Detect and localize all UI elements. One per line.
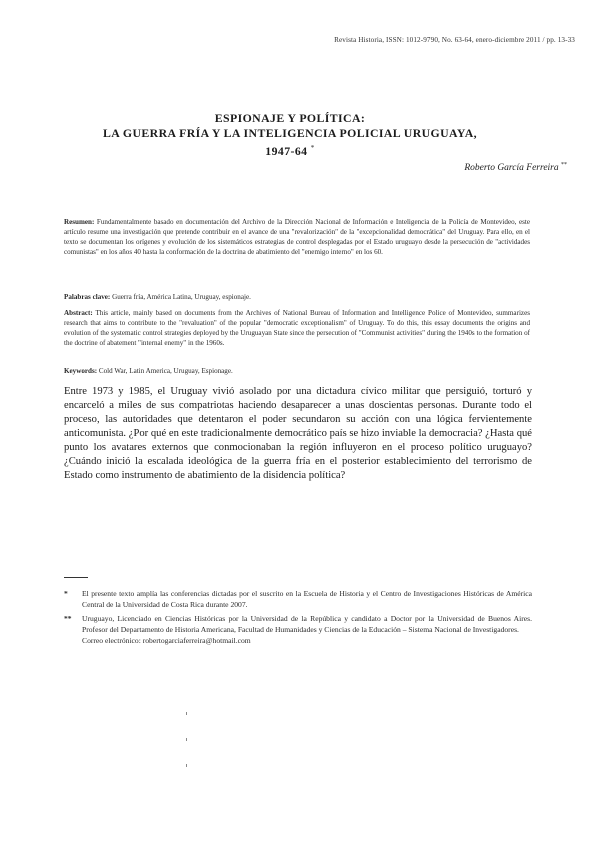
footnote-separator xyxy=(64,577,88,578)
footnote-2 xyxy=(64,613,532,647)
footnote-1-text: El presente texto amplía las conferencias dictadas por el suscrito en la Escuela de Historia y el Centro de Investigaciones Históricas de América Central de la Universidad de Costa Rica durante 2007. xyxy=(82,589,532,610)
abstract-en-label: Abstract: xyxy=(64,309,93,317)
scan-speck xyxy=(186,738,187,741)
title-line-1: ESPIONAJE Y POLÍTICA: xyxy=(214,111,366,125)
title-line-2: LA GUERRA FRÍA Y LA INTELIGENCIA POLICIAL URUGUAYA, xyxy=(103,126,477,140)
title-years: 1947-64 xyxy=(265,143,308,158)
author-byline xyxy=(464,162,567,173)
scan-speck xyxy=(186,764,187,767)
abstract-spanish xyxy=(64,217,530,257)
footnote-2-mark: ** xyxy=(64,614,72,623)
footnote-1-mark: * xyxy=(64,589,68,598)
abstract-es-label: Resumen: xyxy=(64,218,95,226)
scan-speck xyxy=(186,712,187,715)
footnote-2-email: Correo electrónico: robertogarciaferreira@hotmail.com xyxy=(82,636,251,646)
footnote-2-text: Uruguayo, Licenciado en Ciencias Históricas por la Universidad de la República y candidato a Doctor por la Universidad de Buenos Aires. Profesor del Departamento de Historia Americana, Facultad de Humanidades y Ciencias de la Educación – Sistema Nacional de Investigadores. xyxy=(82,614,532,635)
keywords-es-text: Guerra fría, América Latina, Uruguay, espionaje. xyxy=(112,293,251,301)
title-line-3 xyxy=(40,141,540,159)
footnote-1 xyxy=(64,588,532,610)
keywords-english xyxy=(64,366,530,376)
article-title xyxy=(40,111,540,159)
author-footnote-marker: ** xyxy=(561,162,567,168)
running-head: Revista Historia, ISSN: 1012-9790, No. 63-64, enero-diciembre 2011 / pp. 13-33 xyxy=(334,36,575,44)
body-paragraph-1: Entre 1973 y 1985, el Uruguay vivió asolado por una dictadura cívico militar que persiguió, torturó y encarceló a miles de sus compatriotas haciendo desaparecer a unas doscientas personas. Durante todo el proceso, las autoridades que detentaron el poder secundaron su acción con una lógica fervientemente anticomunista. ¿Por qué en este tradicionalmente democrático país se hizo inviable la democracia? ¿Hasta qué punto los avatares externos que conmocionaban la región influyeron en el proceso político uruguayo? ¿Cuándo inició la escalada ideológica de la guerra fría en el posterior establecimiento del terrorismo de Estado como instrumento de abatimiento de la disidencia política? xyxy=(64,386,532,481)
abstract-es-text: Fundamentalmente basado en documentación del Archivo de la Dirección Nacional de Información e Inteligencia de la Policía de Montevideo, este artículo resume una investigación que pretende contribuir en el avance de una "revalorización" de la "excepcionalidad democrática" del Uruguay. Para ello, en el texto se documentan los orígenes y evolución de los sistemáticos estrategias de control desplegadas por el Estado uruguayo desde la persecución de "actividades comunistas" en los años 40 hasta la conformación de la doctrina de abatimiento del "enemigo interno" en los 60. xyxy=(64,218,530,257)
keywords-spanish xyxy=(64,292,530,302)
abstract-english xyxy=(64,308,530,348)
keywords-es-label: Palabras clave: xyxy=(64,293,111,301)
title-footnote-marker: * xyxy=(310,144,315,152)
keywords-en-label: Keywords: xyxy=(64,367,98,375)
keywords-en-text: Cold War, Latin America, Uruguay, Espionage. xyxy=(98,367,233,375)
abstract-en-text: This article, mainly based on documents from the Archives of National Bureau of Information and Intelligence Police of Montevideo, summarizes research that aims to contribute to the "revaluation" of the popular "democratic exceptionalism" of Uruguay. To do this, this essay documents the origins and evolution of the systematic control strategies deployed by the Uruguayan State since the persecution of "Communist activities" during the 1940s to the formation of the doctrine of abatement "internal enemy" in the 1960s. xyxy=(64,309,530,348)
author-name: Roberto García Ferreira xyxy=(464,163,559,174)
